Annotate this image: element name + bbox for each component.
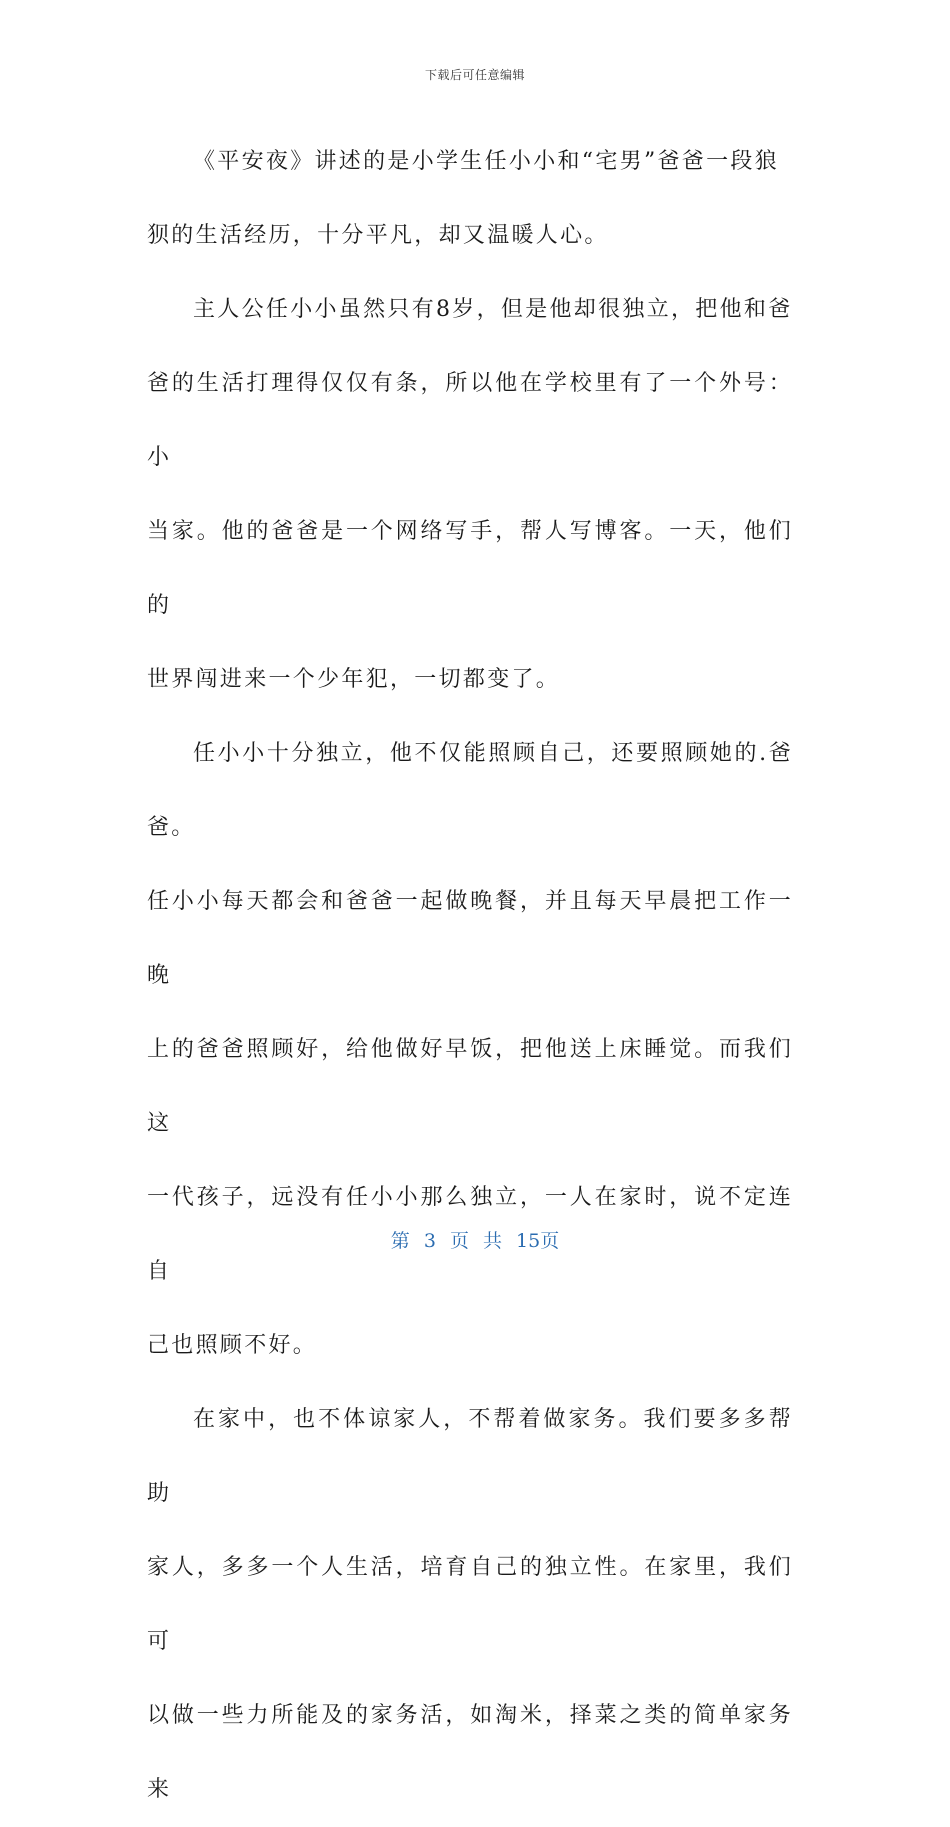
text-line: 家人，多多一个人生活，培育自己的独立性。在家里，我们可	[147, 1555, 793, 1654]
text-line: 《平安夜》讲述的是小学生任小小和“宅男”爸爸一段狼	[193, 149, 779, 174]
text-line: 以做一些力所能及的家务活，如淘米，择菜之类的简单家务来	[147, 1703, 793, 1802]
paragraph-4	[147, 1383, 793, 1827]
paragraph-3	[147, 717, 793, 1383]
text-line: 当家。他的爸爸是一个网络写手，帮人写博客。一天，他们的	[147, 519, 793, 618]
text-line: 上的爸爸照顾好，给他做好早饭，把他送上床睡觉。而我们这	[147, 1037, 793, 1136]
text-line: 己也照顾不好。	[147, 1333, 318, 1358]
text-line: 主人公任小小虽然只有8岁，但是他却很独立，把他和爸	[193, 297, 793, 322]
paragraph-2	[147, 273, 793, 717]
text-line: 任小小每天都会和爸爸一起做晚餐，并且每天早晨把工作一晚	[147, 889, 793, 988]
text-line: 在家中，也不体谅家人，不帮着做家务。我们要多多帮助	[147, 1407, 793, 1506]
page-number-footer: 第 3 页 共 15页	[390, 1230, 560, 1252]
text-line: 一代孩子，远没有任小小那么独立，一人在家时，说不定连自	[147, 1185, 793, 1284]
paragraph-1	[147, 125, 793, 273]
text-line: 狈的生活经历，十分平凡，却又温暖人心。	[147, 223, 609, 248]
text-line: 世界闯进来一个少年犯，一切都变了。	[147, 667, 561, 692]
text-line: 爸的生活打理得仅仅有条，所以他在学校里有了一个外号：小	[147, 371, 793, 470]
header-note: 下载后可任意编辑	[424, 68, 525, 82]
document-body	[147, 125, 793, 1827]
text-line: 任小小十分独立，他不仅能照顾自己，还要照顾她的.爸爸。	[147, 741, 793, 840]
